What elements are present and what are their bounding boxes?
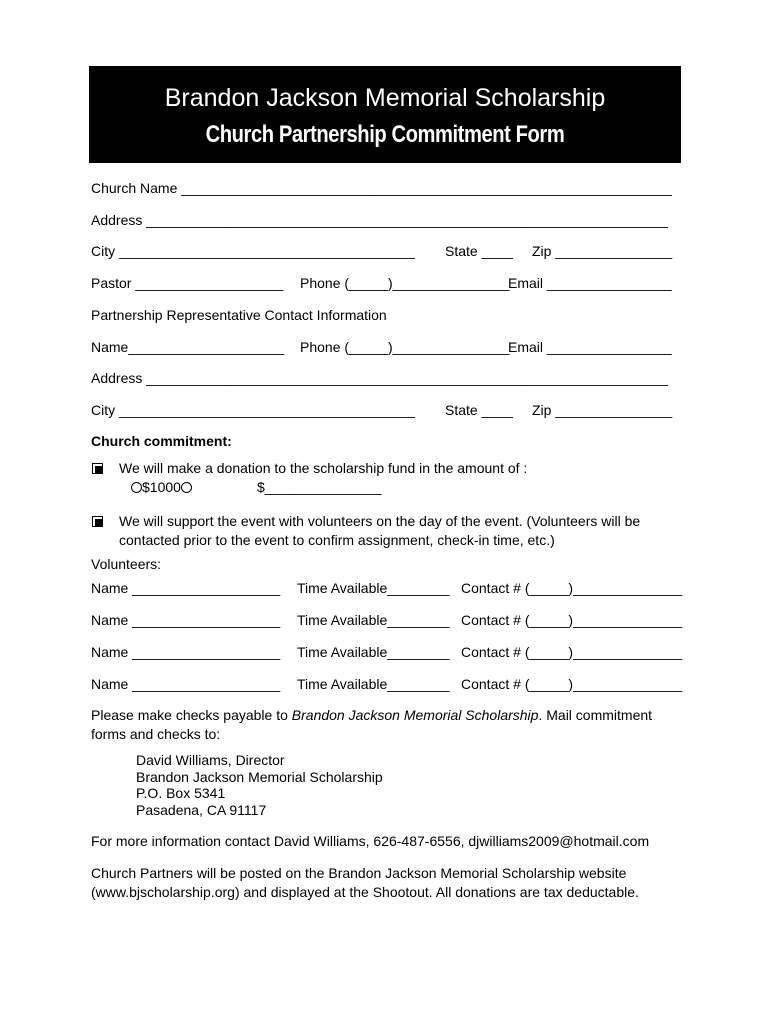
volunteer-checkbox[interactable] bbox=[92, 516, 103, 527]
rep-address-field[interactable]: Address ___________________________________________________________________ bbox=[91, 370, 668, 386]
pastor-field[interactable]: Pastor ___________________ bbox=[91, 275, 284, 291]
volunteer-2-contact-field[interactable]: Contact # (_____)______________ bbox=[461, 612, 683, 628]
mailing-line2: Brandon Jackson Memorial Scholarship bbox=[136, 769, 383, 785]
rep-heading: Partnership Representative Contact Information bbox=[91, 307, 387, 323]
checks-instructions bbox=[91, 707, 652, 724]
partners-text-line1: Church Partners will be posted on the Brandon Jackson Memorial Scholarship website bbox=[91, 865, 627, 881]
volunteer-3-contact-field[interactable]: Contact # (_____)______________ bbox=[461, 644, 683, 660]
volunteer-1-time-field[interactable]: Time Available________ bbox=[297, 580, 450, 596]
church-state-field[interactable]: State ____ bbox=[445, 243, 513, 259]
pastor-email-field[interactable]: Email ________________ bbox=[508, 275, 672, 291]
checks-text-pre: Please make checks payable to bbox=[91, 707, 292, 723]
church-city-field[interactable]: City ______________________________________ bbox=[91, 243, 415, 259]
donation-checkbox[interactable] bbox=[92, 463, 103, 474]
pastor-phone-field[interactable]: Phone (_____)_______________ bbox=[300, 275, 510, 291]
donation-option-1000-label: $1000 bbox=[142, 479, 181, 495]
radio-circle-icon bbox=[131, 482, 142, 493]
mailing-line3: P.O. Box 5341 bbox=[136, 785, 226, 801]
partners-text-line2: (www.bjscholarship.org) and displayed at the Shootout. All donations are tax deductable. bbox=[91, 884, 639, 900]
form-header bbox=[89, 66, 681, 163]
volunteer-text-line2: contacted prior to the event to confirm assignment, check-in time, etc.) bbox=[119, 532, 555, 548]
rep-phone-field[interactable]: Phone (_____)_______________ bbox=[300, 339, 510, 355]
radio-circle-icon bbox=[181, 482, 192, 493]
volunteer-text-line1: We will support the event with volunteers on the day of the event. (Volunteers will be bbox=[119, 513, 641, 529]
volunteer-4-contact-field[interactable]: Contact # (_____)______________ bbox=[461, 676, 683, 692]
volunteer-2-name-field[interactable]: Name ___________________ bbox=[91, 612, 281, 628]
volunteer-3-time-field[interactable]: Time Available________ bbox=[297, 644, 450, 660]
volunteers-label: Volunteers: bbox=[91, 556, 162, 572]
checks-payee: Brandon Jackson Memorial Scholarship bbox=[291, 707, 539, 723]
church-name-field[interactable]: Church Name _______________________________________________________________ bbox=[91, 180, 672, 196]
rep-city-field[interactable]: City ______________________________________ bbox=[91, 402, 415, 418]
checks-text-post: . Mail commitment bbox=[538, 707, 653, 723]
donation-option-other[interactable]: $_______________ bbox=[257, 479, 382, 495]
volunteer-4-name-field[interactable]: Name ___________________ bbox=[91, 676, 281, 692]
commitment-heading: Church commitment: bbox=[91, 433, 232, 449]
rep-zip-field[interactable]: Zip _______________ bbox=[532, 402, 673, 418]
volunteer-1-contact-field[interactable]: Contact # (_____)______________ bbox=[461, 580, 683, 596]
more-info-text: For more information contact David Williams, 626-487-6556, djwilliams2009@hotmail.com bbox=[91, 833, 650, 849]
rep-name-field[interactable]: Name____________________ bbox=[91, 339, 285, 355]
volunteer-1-name-field[interactable]: Name ___________________ bbox=[91, 580, 281, 596]
form-subtitle: Church Partnership Commitment Form bbox=[205, 121, 565, 148]
form-title: Brandon Jackson Memorial Scholarship bbox=[164, 84, 606, 112]
volunteer-4-time-field[interactable]: Time Available________ bbox=[297, 676, 450, 692]
volunteer-2-time-field[interactable]: Time Available________ bbox=[297, 612, 450, 628]
rep-state-field[interactable]: State ____ bbox=[445, 402, 513, 418]
checks-instructions-line2: forms and checks to: bbox=[91, 726, 221, 742]
church-address-field[interactable]: Address ___________________________________________________________________ bbox=[91, 212, 668, 228]
donation-option-1000[interactable] bbox=[131, 479, 192, 496]
volunteer-3-name-field[interactable]: Name ___________________ bbox=[91, 644, 281, 660]
rep-email-field[interactable]: Email ________________ bbox=[508, 339, 672, 355]
donation-text: We will make a donation to the scholarship fund in the amount of : bbox=[119, 460, 528, 476]
mailing-line1: David Williams, Director bbox=[136, 752, 285, 768]
church-zip-field[interactable]: Zip _______________ bbox=[532, 243, 673, 259]
mailing-line4: Pasadena, CA 91117 bbox=[136, 802, 267, 818]
